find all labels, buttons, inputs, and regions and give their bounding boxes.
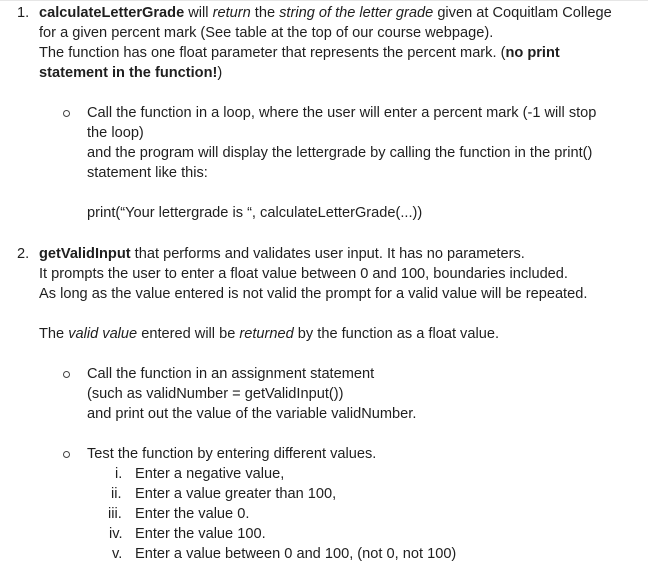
item-1-number: 1. [17,5,30,21]
test-case-item: Enter a value greater than 100, [135,486,337,502]
roman-numeral: i. [115,466,123,482]
item-2-bullet-1-line-2: (such as validNumber = getValidInput()) [87,386,344,402]
item-2-bullet-1-line-1: Call the function in an assignment statement [87,366,375,382]
top-border [0,0,648,1]
item-2-bullet-1-line-3: and print out the value of the variable validNumber. [87,406,417,422]
item-2-line-4: The valid value entered will be returned by the function as a float value. [39,326,500,342]
item-1-line-1: calculateLetterGrade will return the string of the letter grade given at Coquitlam College [39,5,612,21]
item-2-bullet-2-intro: Test the function by entering different values. [87,446,377,462]
test-case-item: Enter a negative value, [135,466,285,482]
item-2-line-3: As long as the value entered is not valid the prompt for a valid value will be repeated. [39,286,588,302]
hollow-bullet-icon [63,451,70,458]
test-case-item: Enter the value 100. [135,526,266,542]
item-1-line-3: The function has one float parameter that represents the percent mark. (no print [39,45,560,61]
roman-numeral: iv. [109,526,123,542]
item-1-line-4: statement in the function!) [39,65,223,81]
item-1-bullet-line-3: and the program will display the lettergrade by calling the function in the print() [87,145,593,161]
item-1-line-2: for a given percent mark (See table at the top of our course webpage). [39,25,494,41]
item-1-bullet-line-1: Call the function in a loop, where the user will enter a percent mark (-1 will stop [87,105,597,121]
item-2-line-1: getValidInput that performs and validates user input. It has no parameters. [39,246,525,262]
hollow-bullet-icon [63,110,70,117]
item-1-code-example: print(“Your lettergrade is “, calculateLetterGrade(...)) [87,205,423,221]
test-case-item: Enter the value 0. [135,506,250,522]
function-name-calculate-letter-grade: calculateLetterGrade [39,5,185,21]
item-2-number: 2. [17,246,30,262]
function-name-get-valid-input: getValidInput [39,246,131,262]
hollow-bullet-icon [63,371,70,378]
roman-numeral: iii. [108,506,122,522]
item-1-bullet-line-4: statement like this: [87,165,208,181]
item-2-line-2: It prompts the user to enter a float value between 0 and 100, boundaries included. [39,266,568,282]
test-case-item: Enter a value between 0 and 100, (not 0, not 100) [135,546,457,562]
item-1-bullet-line-2: the loop) [87,125,144,141]
roman-numeral: v. [112,546,123,562]
roman-numeral: ii. [111,486,122,502]
